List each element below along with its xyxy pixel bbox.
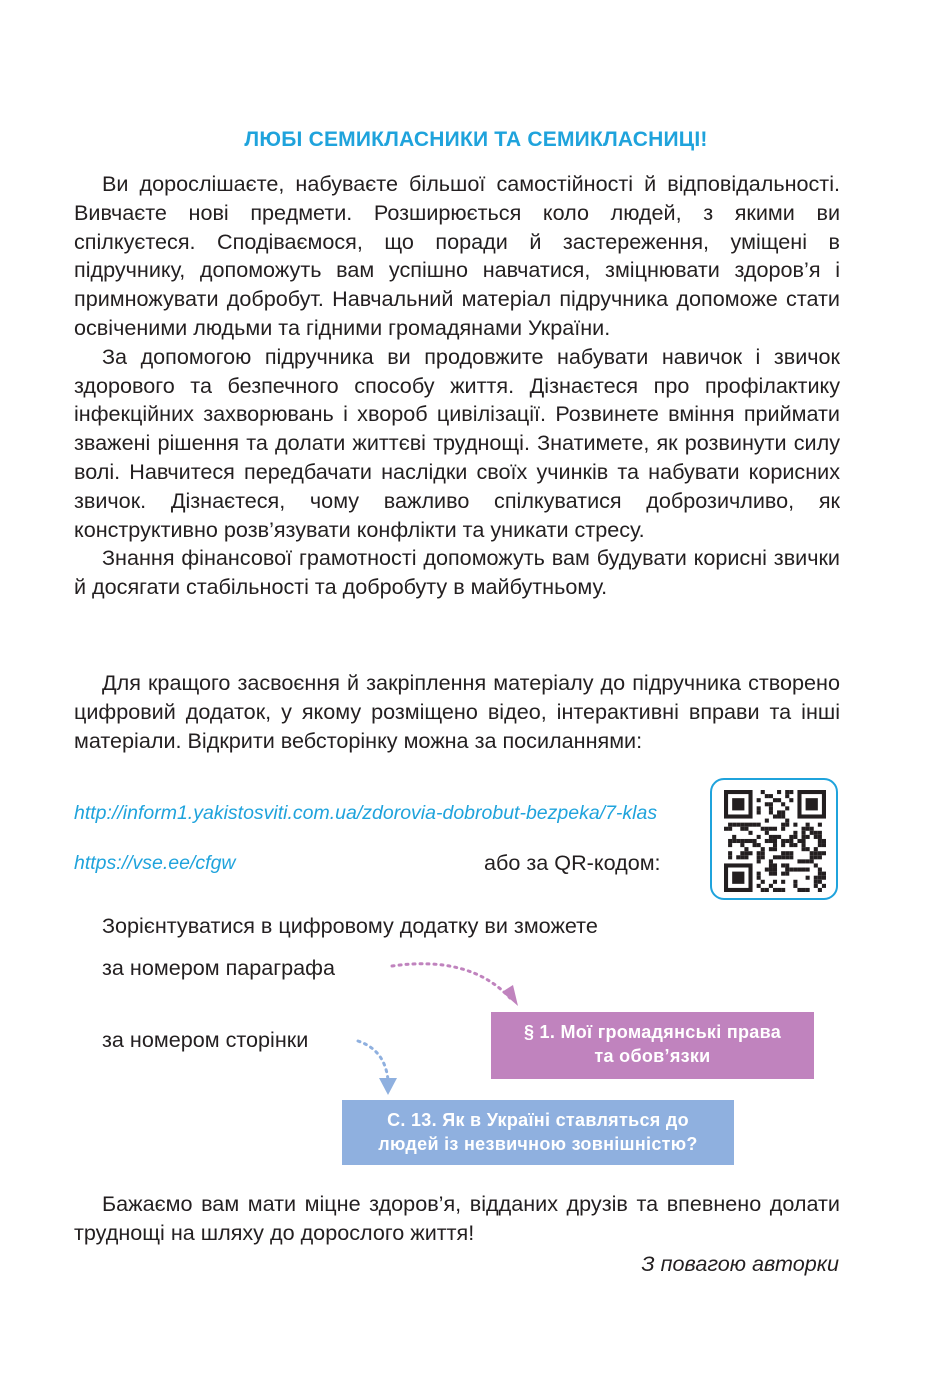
- by-paragraph-label: за номером параграфа: [102, 955, 335, 980]
- digital-intro-paragraph: Для кращого засвоєння й закріплення матеріалу до підручника створено цифровий додаток, у якому розміщено відео, інтерактивні вправи та інші матеріали. Відкрити вебсторінку можна за посиланнями:: [74, 670, 840, 753]
- paragraph-example-line2: та обов’язки: [594, 1046, 711, 1066]
- web-link-short[interactable]: https://vse.ee/cfgw: [74, 852, 236, 874]
- paragraph-arrow-head: [502, 985, 518, 1006]
- closing-text: [74, 1190, 840, 1248]
- page-example-line2: людей із незвичною зовнішністю?: [378, 1134, 698, 1154]
- closing-paragraph: Бажаємо вам мати міцне здоров’я, відданих друзів та впевнено долати труднощі на шляху до дорослого життя!: [74, 1191, 840, 1245]
- paragraph-example-line1: § 1. Мої громадянські права: [523, 1022, 782, 1042]
- paragraph-2: За допомогою підручника ви продовжите набувати навичок і звичок здорового та безпечного способу життя. Дізнаєтеся про профілактику інфекційних захворювань і хвороб цивілізації. Розвинете вміння приймати зважені рішення та долати життєві труднощі. Знатимете, як розвинути силу волі. Навчитеся передбачати наслідки своїх учинків та набувати корисних звичок. Дізнаєтеся, чому важливо спілкуватися доброзичливо, як конструктивно розв’язувати конфлікти та уникати стресу.: [74, 343, 840, 542]
- qr-label: або за QR-кодом:: [484, 850, 661, 875]
- paragraph-arrow: [392, 964, 510, 998]
- page-example-box: [342, 1100, 734, 1165]
- page-arrow-head: [379, 1078, 397, 1095]
- paragraph-1: Ви дорослішаєте, набуваєте більшої самостійності й відповідальності. Вивчаєте нові предмети. Розширюється коло людей, з якими ви спілкуєтеся. Сподіваємося, що поради й застереження, уміщені в підручнику, допоможуть вам успішно навчатися, зміцнювати здоров’я і примножувати добробут. Навчальний матеріал підручника допоможе стати освіченими людьми та гідними громадянами України.: [74, 171, 840, 340]
- paragraph-3: Знання фінансової грамотності допоможуть вам будувати корисні звички й досягати стабільності та добробуту в майбутньому.: [74, 545, 840, 600]
- web-link-full[interactable]: http://inform1.yakistosviti.com.ua/zdorovia-dobrobut-bezpeka/7-klas: [74, 802, 658, 824]
- page-example-line1: С. 13. Як в Україні ставляться до: [387, 1110, 689, 1130]
- page-arrow: [358, 1041, 388, 1080]
- paragraph-example-box: [491, 1012, 814, 1079]
- signature: З повагою авторки: [641, 1251, 839, 1276]
- page-title: ЛЮБІ СЕМИКЛАСНИКИ ТА СЕМИКЛАСНИЦІ!: [244, 128, 708, 151]
- navigation-intro: Зорієнтуватися в цифровому додатку ви зможете: [102, 913, 598, 938]
- by-page-label: за номером сторінки: [102, 1027, 309, 1052]
